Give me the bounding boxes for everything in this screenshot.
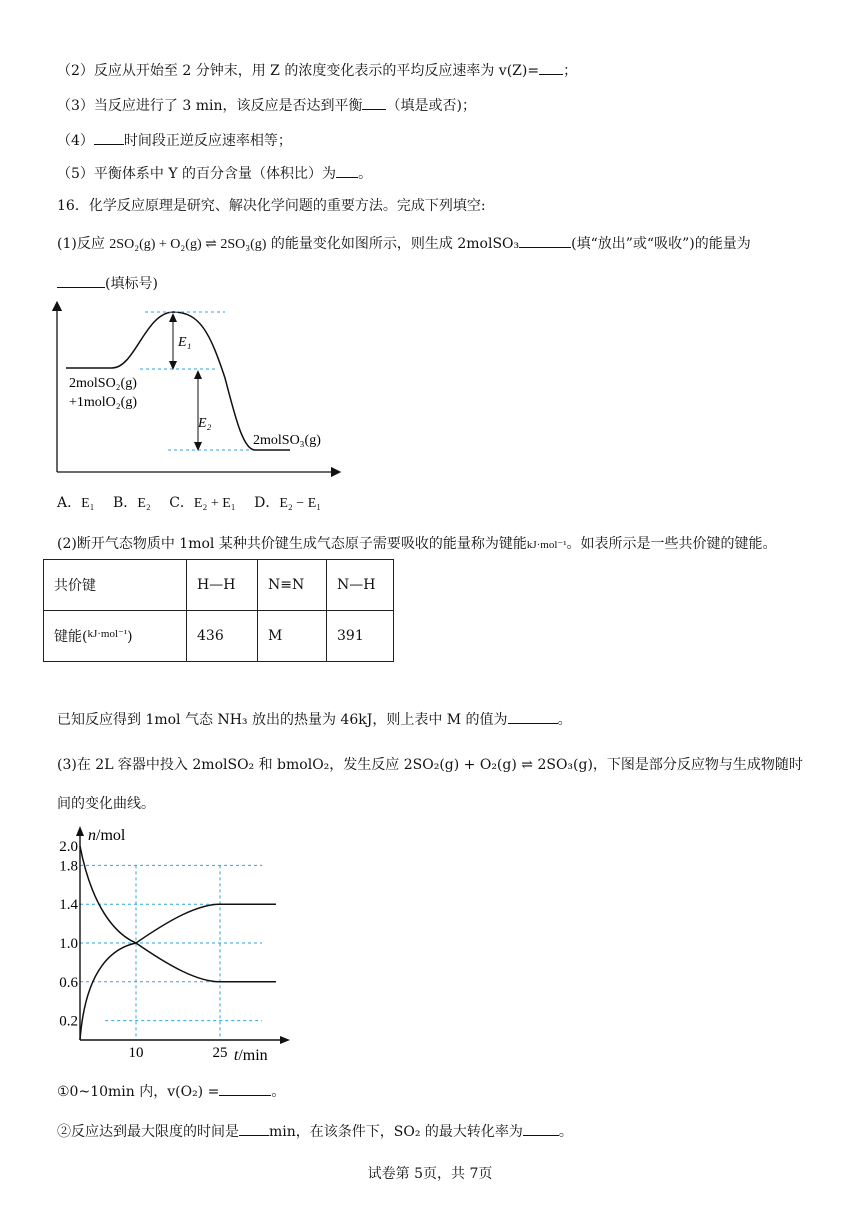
y-axis-arrow: [76, 826, 84, 836]
reaction-equation: 2SO₂(g) + O₂(g) ⇌ 2SO₃(g): [109, 237, 267, 252]
answer-blank[interactable]: [508, 709, 558, 724]
answer-blank[interactable]: [219, 1081, 271, 1096]
e2-label: E₂: [198, 416, 212, 431]
y-tick-label: 1.0: [59, 936, 78, 952]
mol-time-chart: [40, 822, 300, 1065]
page-footer: 试卷第 5页，共 7页: [367, 1166, 493, 1182]
q16-part1-line: (1)反应 2SO₂(g) + O₂(g) ⇌ 2SO₃(g) 的能量变化如图所示，则生成 2molSO₃ (填“放出”或“吸收”)的能量为: [57, 233, 751, 255]
option-c[interactable]: C．E₂ + E₁: [169, 495, 236, 511]
q2-line: （2）反应从开始至 2 分钟末，用 Z 的浓度变化表示的平均反应速率为 v(Z)= ；: [57, 60, 577, 81]
q16-sub1: ①0~10min 内，v(O₂) = 。: [57, 1081, 285, 1102]
answer-blank[interactable]: [539, 60, 563, 75]
y-tick-label: 2.0: [59, 839, 78, 855]
y-tick-label: 1.4: [59, 897, 78, 914]
table-cell: 436: [187, 611, 258, 662]
reactant-label-2: +1molO₂(g): [69, 395, 137, 410]
q5-line: （5）平衡体系中 Y 的百分含量（体积比）为 。: [57, 163, 372, 184]
x-axis-arrow: [280, 1036, 290, 1044]
q16-part3-line2: 间的变化曲线。: [57, 796, 155, 812]
answer-blank[interactable]: [239, 1121, 269, 1136]
table-header-row: [44, 560, 394, 611]
q16-part3-line1: (3)在 2L 容器中投入 2molSO₂ 和 bmolO₂，发生反应 2SO₂(g) + O₂(g) ⇌ 2SO₃(g)，下图是部分反应物与生成物随时: [57, 757, 803, 773]
answer-blank[interactable]: [523, 1121, 559, 1136]
options-row: [57, 493, 335, 514]
bond-energy-table: [43, 559, 394, 662]
energy-diagram: [40, 298, 350, 480]
option-b[interactable]: B．E₂: [113, 495, 151, 511]
q16-part1-line2: (填标号): [57, 273, 158, 294]
product-label: 2molSO₃(g): [253, 433, 321, 448]
table-cell: 共价键: [44, 560, 187, 611]
q4-line: （4） 时间段正逆反应速率相等；: [57, 130, 292, 151]
e1-label: E₁: [178, 335, 192, 350]
y-tick-label: 0.2: [59, 1013, 78, 1030]
option-d[interactable]: D．E₂ − E₁: [254, 495, 322, 511]
answer-blank[interactable]: [362, 95, 386, 110]
x-axis-label: t/min: [233, 1047, 268, 1064]
answer-blank[interactable]: [519, 233, 571, 248]
y-tick-label: 1.8: [59, 858, 78, 875]
table-cell: M: [258, 611, 327, 662]
answer-blank[interactable]: [57, 273, 105, 288]
series-line-2: [80, 904, 276, 1040]
table-cell: N—H: [327, 560, 394, 611]
q16-part2-question: 已知反应得到 1mol 气态 NH₃ 放出的热量为 46kJ，则上表中 M 的值为 。: [57, 709, 572, 730]
y-tick-label: 0.6: [59, 974, 78, 991]
table-cell: N≡N: [258, 560, 327, 611]
option-a[interactable]: A．E₁: [57, 495, 95, 511]
table-cell: 391: [327, 611, 394, 662]
series-line-1: [80, 846, 276, 982]
answer-blank[interactable]: [94, 130, 124, 145]
q16-part2-line: (2)断开气态物质中 1mol 某种共价键生成气态原子需要吸收的能量称为键能kJ·mol⁻¹。如表所示是一些共价键的键能。: [57, 536, 777, 552]
x-tick-label: 25: [212, 1045, 228, 1061]
table-cell: H—H: [187, 560, 258, 611]
y-axis-label: n/mol: [88, 827, 126, 844]
answer-blank[interactable]: [336, 163, 358, 178]
q16-heading: 16．化学反应原理是研究、解决化学问题的重要方法。完成下列填空:: [57, 198, 486, 214]
q3-line: （3）当反应进行了 3 min，该反应是否达到平衡 （填是或否)；: [57, 95, 476, 116]
table-row: [44, 611, 394, 662]
x-tick-label: 10: [128, 1045, 144, 1061]
table-cell: 键能($^{kJ\cdot mol^{-1}}$): [44, 611, 187, 662]
reactant-label: 2molSO₂(g): [69, 376, 137, 391]
q16-sub2: ②反应达到最大限度的时间是 min，在该条件下，SO₂ 的最大转化率为 。: [57, 1121, 573, 1142]
